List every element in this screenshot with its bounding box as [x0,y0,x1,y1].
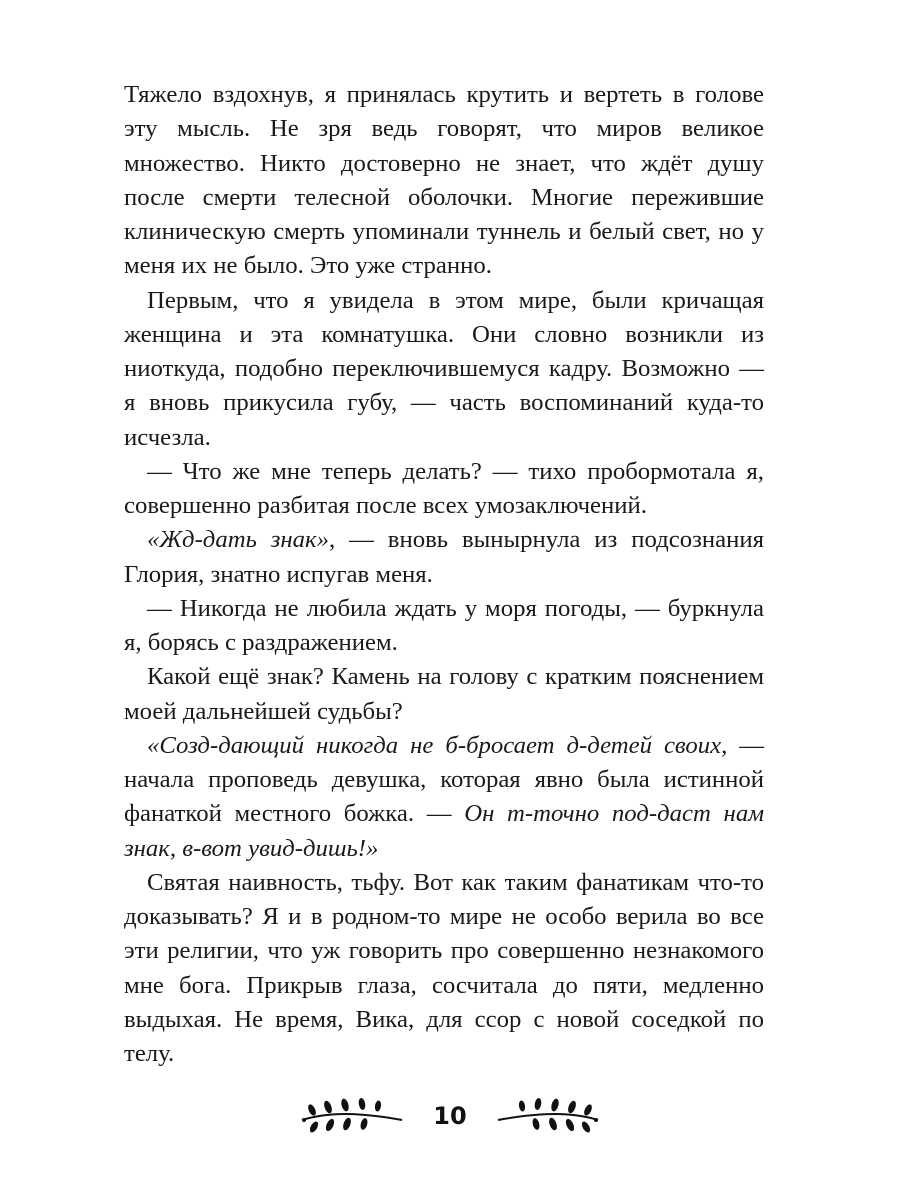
paragraph [124,866,764,1072]
paragraph [124,284,764,455]
paragraph-text: — Что же мне теперь делать? — тихо пробормотала я, совершенно разбитая после всех умозаключений. [124,457,764,519]
paragraph-text: Первым, что я увидела в этом мире, были кричащая женщина и эта комнатушка. Они словно возникли из ниоткуда, подобно переключившемуся кадру. Возможно — я вновь прикусила губу, — часть воспоминаний куда-то исчезла. [124,286,764,451]
paragraph-text: , — вновь вынырнула из подсознания Глория, знатно испугав меня. [124,526,764,588]
italic-quote: Он т-точно под-даст нам знак, в-вот увид-дишь!» [124,800,764,862]
page-footer [0,1094,900,1144]
page-number: 10 [433,1102,467,1130]
paragraph [124,592,764,661]
paragraph-text: Святая наивность, тьфу. Вот как таким фанатикам что-то доказывать? Я и в родном-то мире не особо верила во все эти религии, что уж говорить про совершенно незнакомого мне бога. Прикрыв глаза, сосчитала до пяти, медленно выдыхая. Не время, Вика, для ссор с новой соседкой по телу. [124,868,764,1067]
vine-leaves-ornament-icon [492,1094,602,1138]
book-page [124,78,764,1071]
paragraph-text: — Никогда не любила ждать у моря погоды, — буркнула я, борясь с раздражением. [124,594,764,656]
paragraph-text: — начала проповедь девушка, которая явно была истинной фанаткой местного божка. — [124,731,765,828]
vine-leaves-ornament-icon [298,1094,408,1138]
paragraph [124,729,764,866]
paragraph [124,660,764,729]
italic-quote: «Созд-дающий никогда не б-бросает д-детей своих, [147,731,728,759]
paragraph-text: Тяжело вздохнув, я принялась крутить и вертеть в голове эту мысль. Не зря ведь говорят, что миров великое множество. Никто достоверно не знает, что ждёт душу после смерти телесной оболочки. Многие пережившие клиническую смерть упоминали туннель и белый свет, но у меня их не было. Это уже странно. [124,81,764,280]
paragraph [124,523,764,592]
italic-quote: «Жд-дать знак» [147,526,330,554]
body-text [124,78,764,1071]
paragraph [124,78,764,284]
paragraph [124,455,764,524]
paragraph-text: Какой ещё знак? Камень на голову с кратким пояснением моей дальнейшей судьбы? [124,663,764,725]
